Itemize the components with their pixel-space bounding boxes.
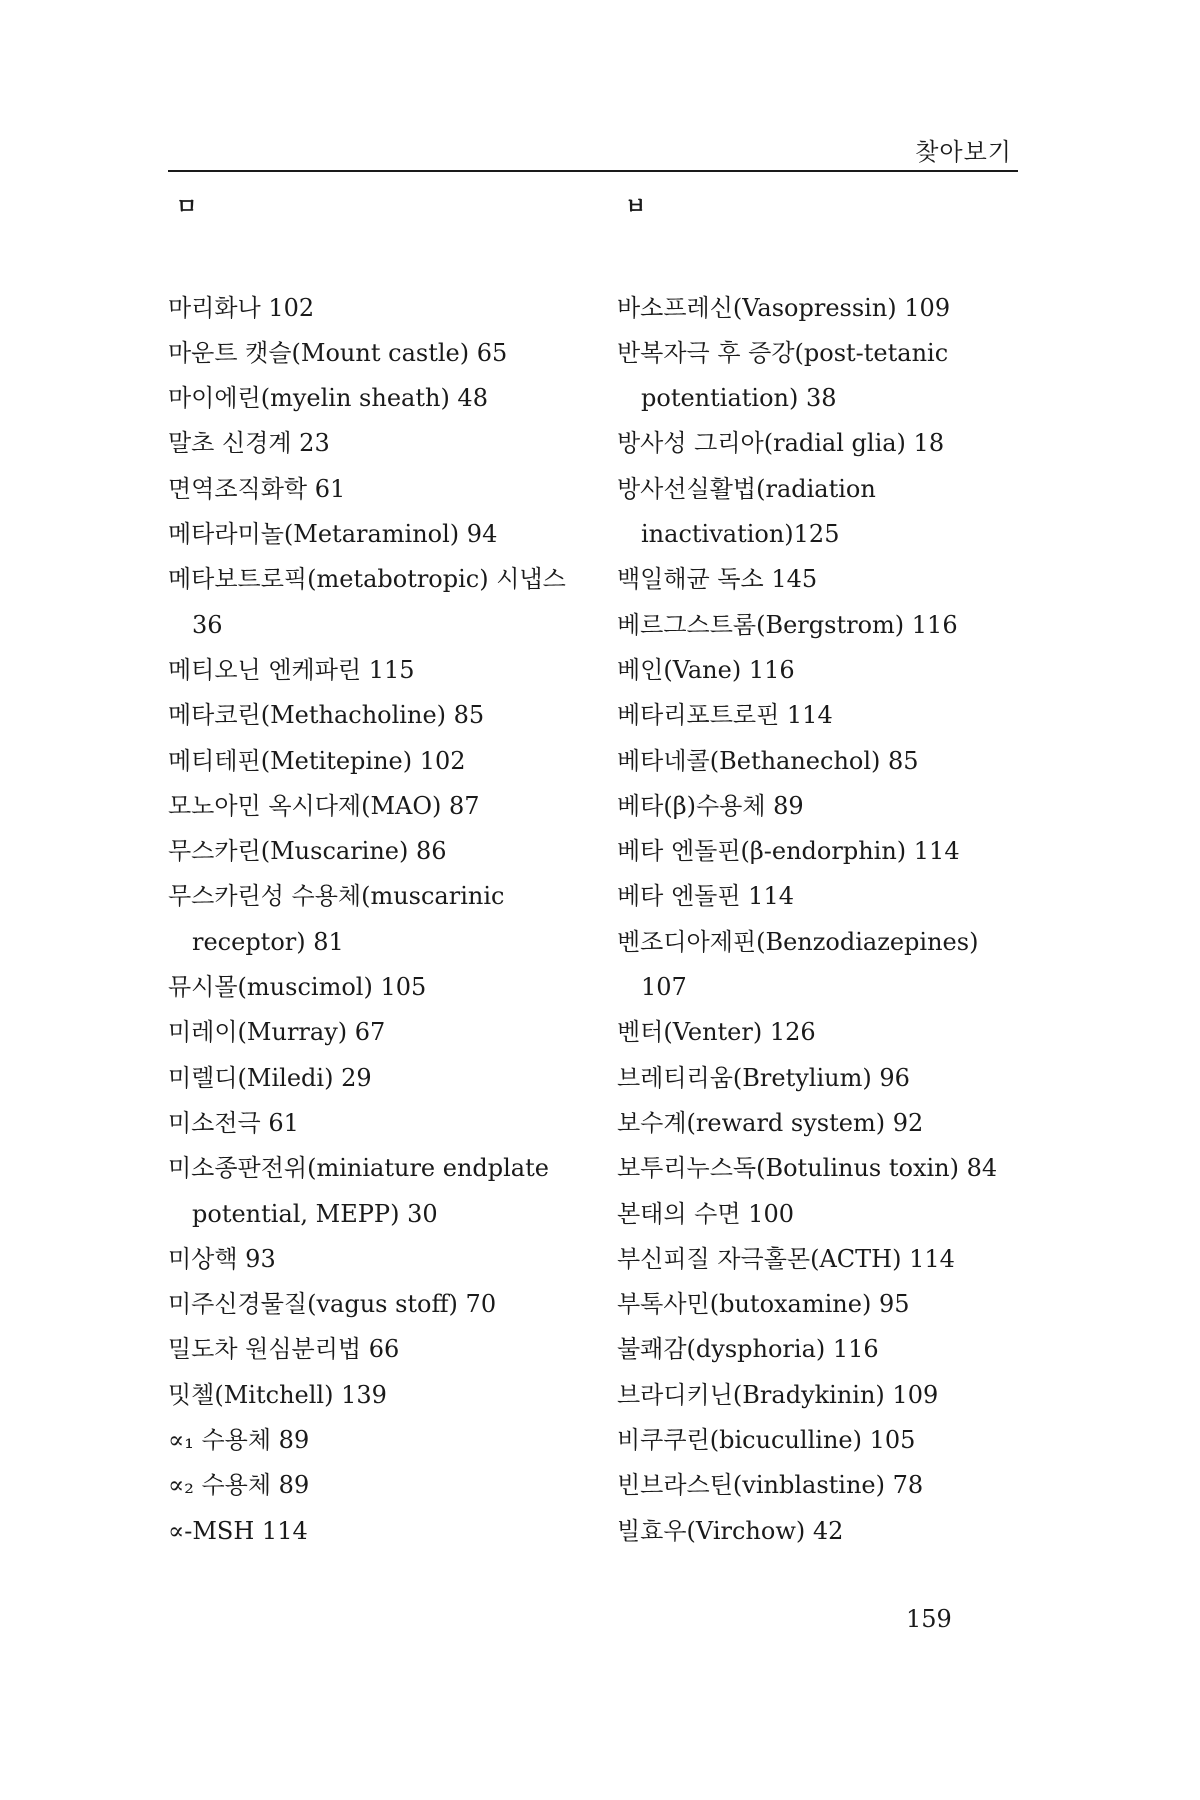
index-column-bieup — [617, 195, 1022, 1554]
index-entry: 미소종판전위(miniature endplate potential, MEPP) 30 — [168, 1154, 549, 1228]
index-entry: 백일해균 독소 145 — [617, 565, 818, 594]
index-entry: 메타라미놀(Metaraminol) 94 — [168, 520, 498, 549]
index-entry: ∝-MSH 114 — [168, 1516, 308, 1545]
index-entry: 바소프레신(Vasopressin) 109 — [617, 293, 951, 322]
index-entry: 베인(Vane) 116 — [617, 655, 795, 684]
index-entry: 베타 엔돌핀(β-endorphin) 114 — [617, 837, 960, 866]
section-letter: ㅁ — [176, 195, 198, 220]
page-number: 159 — [906, 1605, 952, 1633]
entry-list — [617, 286, 1022, 1554]
index-entry: 미소전극 61 — [168, 1108, 299, 1137]
index-entry: 빌효우(Virchow) 42 — [617, 1516, 844, 1545]
index-entry: 마이에린(myelin sheath) 48 — [168, 384, 488, 413]
index-entry: 반복자극 후 증강(post-tetanic potentiation) 38 — [617, 338, 949, 413]
index-entry: 부신피질 자극홀몬(ACTH) 114 — [617, 1244, 955, 1273]
index-entry: 미렐디(Miledi) 29 — [168, 1063, 372, 1092]
index-entry: 면역조직화학 61 — [168, 474, 346, 503]
index-entry: 부톡사민(butoxamine) 95 — [617, 1290, 910, 1319]
index-entry: 메티오닌 엔케파린 115 — [168, 655, 415, 684]
index-entry: 방사성 그리아(radial glia) 18 — [617, 429, 945, 458]
index-entry: 마운트 캣슬(Mount castle) 65 — [168, 338, 508, 367]
index-entry: 베타리포트로핀 114 — [617, 701, 833, 730]
index-entry: 밀도차 원심분리법 66 — [168, 1335, 400, 1364]
index-entry: 메타보트로픽(metabotropic) 시냅스 36 — [168, 565, 566, 639]
index-entry: 본태의 수면 100 — [617, 1199, 794, 1228]
index-entry: ∝₂ 수용체 89 — [168, 1471, 310, 1500]
index-entry: 뮤시몰(muscimol) 105 — [168, 973, 427, 1002]
index-entry: 베타네콜(Bethanechol) 85 — [617, 746, 919, 775]
index-entry: 보수계(reward system) 92 — [617, 1108, 924, 1137]
index-entry: 마리화나 102 — [168, 293, 315, 322]
running-head: 찾아보기 — [915, 138, 1012, 166]
section-letter: ㅂ — [625, 195, 647, 220]
index-entry: 베타(β)수용체 89 — [617, 791, 804, 820]
index-entry: 벤터(Venter) 126 — [617, 1018, 816, 1047]
index-entry: 말초 신경계 23 — [168, 429, 330, 458]
index-entry: 브레티리움(Bretylium) 96 — [617, 1063, 910, 1092]
index-entry: 모노아민 옥시다제(MAO) 87 — [168, 791, 480, 820]
index-entry: 방사선실활법(radiation inactivation)125 — [617, 474, 876, 549]
index-entry: 베르그스트롬(Bergstrom) 116 — [617, 610, 958, 639]
index-entry: 빈브라스틴(vinblastine) 78 — [617, 1471, 924, 1500]
index-entry: 메타코린(Methacholine) 85 — [168, 701, 485, 730]
index-entry: 비쿠쿠린(bicuculline) 105 — [617, 1426, 916, 1455]
index-entry: 메티테핀(Metitepine) 102 — [168, 746, 466, 775]
entry-list — [168, 286, 583, 1554]
index-entry: 브라디키닌(Bradykinin) 109 — [617, 1380, 939, 1409]
index-entry: 보투리누스독(Botulinus toxin) 84 — [617, 1154, 998, 1183]
index-entry: 미주신경물질(vagus stoff) 70 — [168, 1290, 497, 1319]
index-entry: 미상핵 93 — [168, 1244, 276, 1273]
index-entry: 무스카린성 수용체(muscarinic receptor) 81 — [168, 882, 505, 956]
index-entry: 베타 엔돌핀 114 — [617, 882, 794, 911]
index-entry: 밋첼(Mitchell) 139 — [168, 1380, 387, 1409]
index-entry: 벤조디아제핀(Benzodiazepines) 107 — [617, 927, 979, 1002]
index-entry: 불쾌감(dysphoria) 116 — [617, 1335, 879, 1364]
index-entry: ∝₁ 수용체 89 — [168, 1426, 310, 1455]
index-entry: 미레이(Murray) 67 — [168, 1018, 386, 1047]
index-entry: 무스카린(Muscarine) 86 — [168, 837, 447, 866]
header-rule — [168, 170, 1018, 172]
index-column-mieum — [168, 195, 583, 1554]
